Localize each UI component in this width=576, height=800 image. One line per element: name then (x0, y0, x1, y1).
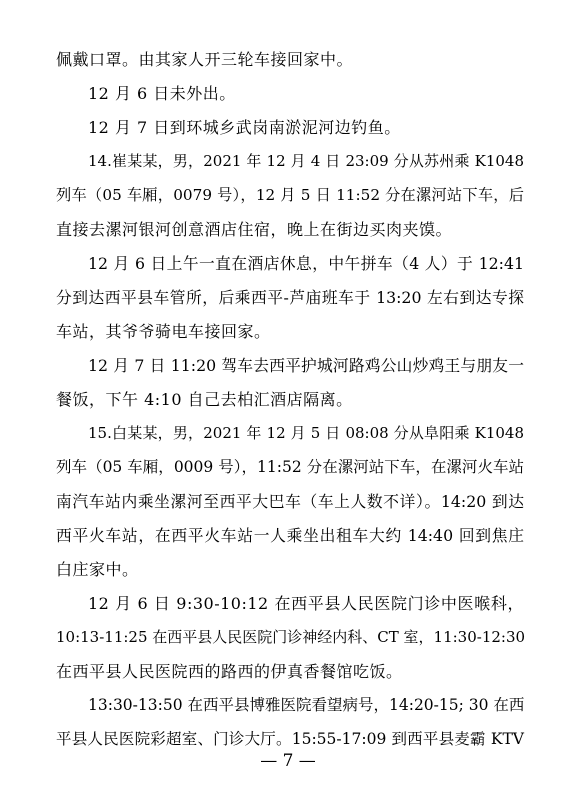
text-line-6: 直接去漯河银河创意酒店住宿，晚上在街边买肉夹馍。 (56, 220, 453, 239)
text-line-12: 15.白某某，男，2021 年 12 月 5 日 08:08 分从阜阳乘 K1048 (88, 424, 524, 442)
text-line-13: 列车（05 车厢，0009 号），11:52 分在漯河站下车，在漯河火车站 (56, 458, 524, 476)
text-line-15: 西平火车站，在西平火车站一人乘坐出租车大约 14:40 回到焦庄 (56, 526, 524, 545)
page-number: — 7 — (260, 751, 316, 771)
text-line-11: 餐饭，下午 4:10 自己去柏汇酒店隔离。 (56, 390, 353, 409)
text-line-5: 列车（05 车厢，0079 号），12 月 5 日 11:52 分在漯河站下车，后 (56, 186, 524, 204)
text-line-17: 12 月 6 日 9:30-10:12 在西平县人民医院门诊中医喉科， (88, 594, 524, 613)
text-line-3: 12 月 7 日到环城乡武岗南淤泥河边钓鱼。 (88, 118, 401, 137)
text-line-20: 13:30-13:50 在西平县博雅医院看望病号，14:20-15; 30 在西 (88, 696, 525, 714)
text-line-2: 12 月 6 日未外出。 (88, 84, 236, 103)
text-line-14: 南汽车站内乘坐漯河至西平大巴车（车上人数不详）。14:20 到达 (56, 492, 524, 511)
text-line-10: 12 月 7 日 11:20 驾车去西平护城河路鸡公山炒鸡王与朋友一 (88, 356, 524, 375)
text-line-21: 平县人民医院彩超室、门诊大厅。15:55-17:09 到西平县麦霸 KTV (56, 730, 524, 748)
text-line-7: 12 月 6 日上午一直在酒店休息，中午拼车（4 人）于 12:41 (88, 254, 524, 273)
text-line-1: 佩戴口罩。由其家人开三轮车接回家中。 (56, 50, 354, 69)
text-line-18: 10:13-11:25 在西平县人民医院门诊神经内科、CT 室，11:30-12:30 (56, 628, 526, 646)
text-line-19: 在西平县人民医院西的路西的伊真香餐馆吃饭。 (56, 662, 403, 681)
text-line-8: 分到达西平县车管所，后乘西平-芦庙班车于 13:20 左右到达专探 (56, 288, 524, 307)
text-line-4: 14.崔某某，男，2021 年 12 月 4 日 23:09 分从苏州乘 K1048 (88, 152, 524, 170)
text-line-9: 车站，其爷爷骑电车接回家。 (56, 322, 271, 341)
text-line-16: 白庄家中。 (56, 560, 139, 579)
